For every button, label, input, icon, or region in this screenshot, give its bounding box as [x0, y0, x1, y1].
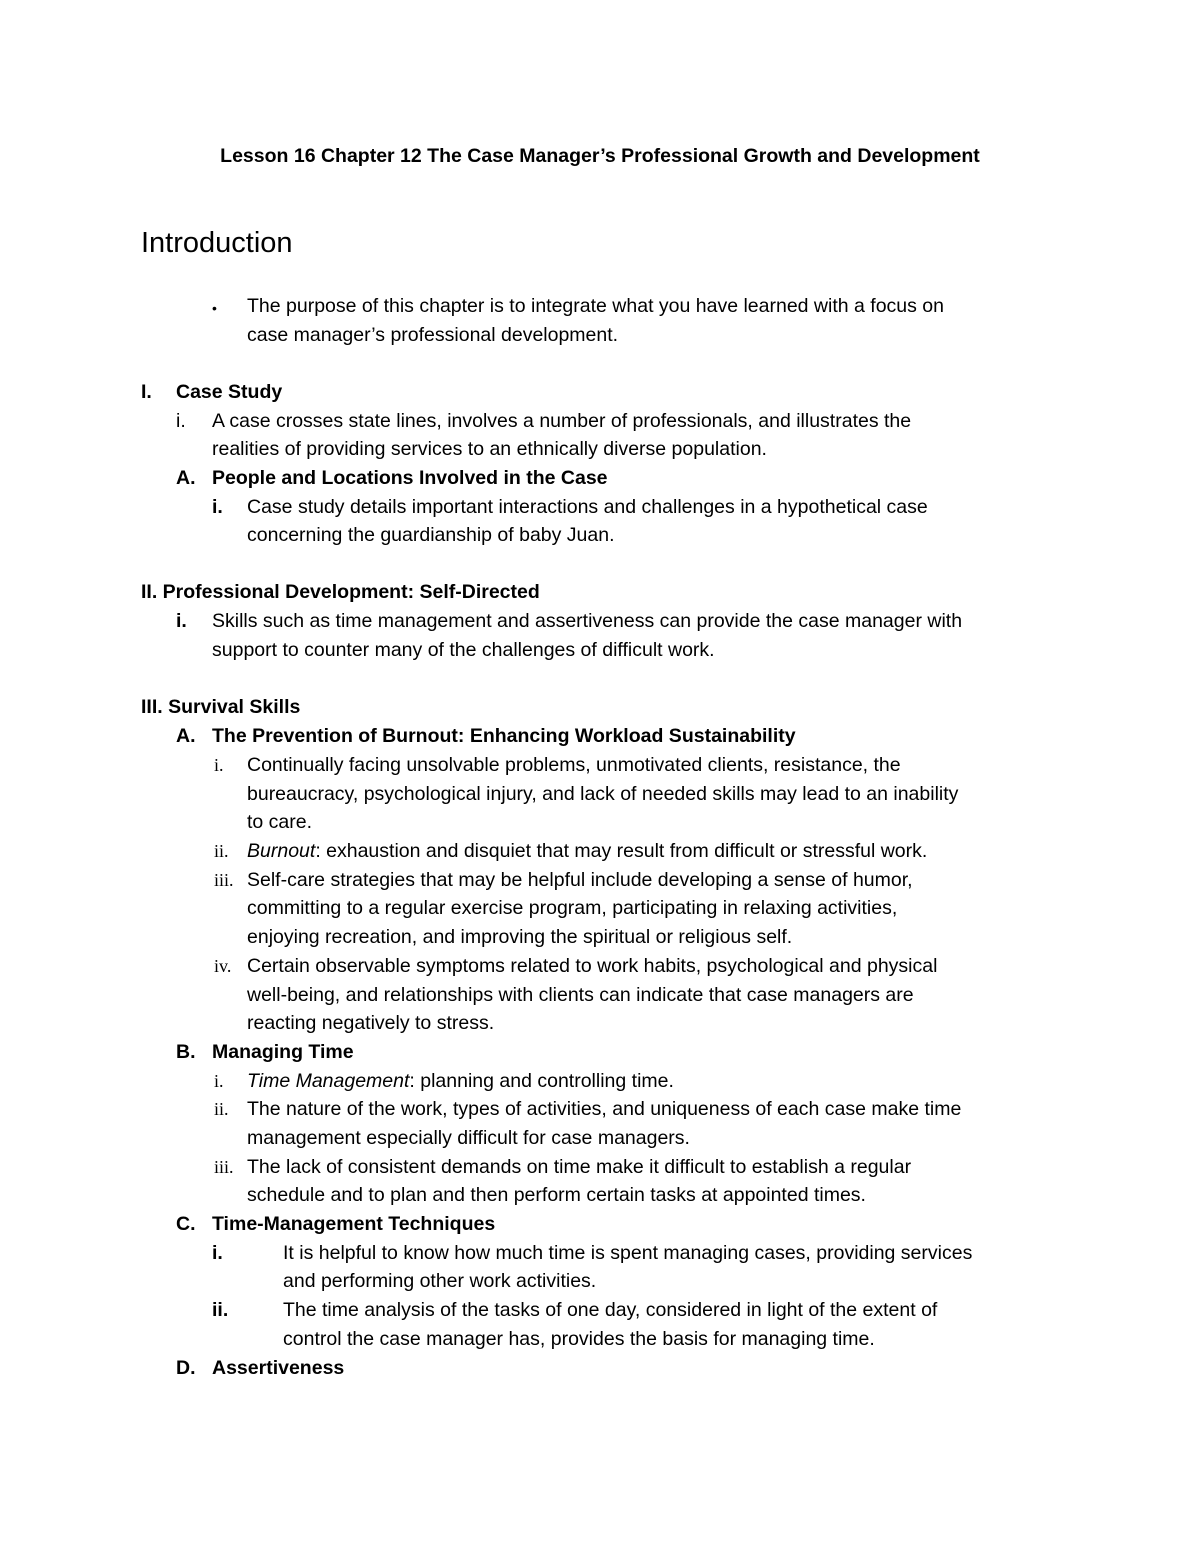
section-3c-item-2-number: ii. [212, 1299, 229, 1321]
section-1a-title: People and Locations Involved in the Case [212, 467, 608, 489]
section-3a-item-4-line-1: Certain observable symptoms related to work habits, psychological and physical [247, 955, 938, 977]
bullet-icon: • [212, 300, 217, 316]
section-3d-title: Assertiveness [212, 1357, 345, 1379]
section-3d-letter: D. [176, 1357, 196, 1379]
section-3a-letter: A. [176, 725, 196, 747]
section-3a-item-2-number: ii. [214, 841, 229, 861]
section-1-title: Case Study [176, 381, 283, 403]
introduction-heading: Introduction [141, 227, 293, 259]
section-3c-title: Time-Management Techniques [212, 1213, 496, 1235]
section-3c-item-2-line-1: The time analysis of the tasks of one day, considered in light of the extent of [283, 1299, 938, 1321]
section-1a-item-line-1: Case study details important interactions and challenges in a hypothetical case [247, 496, 928, 518]
section-3a-item-3-line-3: enjoying recreation, and improving the spiritual or religious self. [247, 926, 793, 948]
section-1-item-line-2: realities of providing services to an ethnically diverse population. [212, 438, 767, 460]
section-3a-item-1-number: i. [214, 755, 224, 775]
time-management-definition: : planning and controlling time. [409, 1070, 674, 1092]
section-3b-item-2-number: ii. [214, 1099, 229, 1119]
section-1a-item-number: i. [212, 496, 223, 518]
section-3b-item-1-line [247, 1067, 674, 1096]
section-1a-item-line-2: concerning the guardianship of baby Juan. [247, 524, 615, 546]
section-3b-item-3-number: iii. [214, 1157, 234, 1177]
section-3b-item-1-number: i. [214, 1071, 224, 1091]
section-3a-item-1-line-2: bureaucracy, psychological injury, and lack of needed skills may lead to an inability [247, 783, 959, 805]
section-3a-title: The Prevention of Burnout: Enhancing Workload Sustainability [212, 725, 796, 747]
section-3a-item-1-line-3: to care. [247, 811, 313, 833]
section-1a-letter: A. [176, 467, 196, 489]
section-3c-item-1-line-2: and performing other work activities. [283, 1270, 597, 1292]
section-3a-item-4-line-3: reacting negatively to stress. [247, 1012, 495, 1034]
section-3a-item-3-line-1: Self-care strategies that may be helpful include developing a sense of humor, [247, 869, 913, 891]
time-management-term: Time Management [247, 1070, 410, 1092]
section-3a-item-3-line-2: committing to a regular exercise program, participating in relaxing activities, [247, 897, 898, 919]
section-3a-item-4-line-2: well-being, and relationships with clients can indicate that case managers are [247, 984, 914, 1006]
section-3b-item-2-line-1: The nature of the work, types of activities, and uniqueness of each case make time [247, 1098, 962, 1120]
intro-line-2: case manager’s professional development. [247, 324, 619, 346]
section-2-item-number: i. [176, 610, 187, 632]
burnout-term: Burnout [247, 840, 316, 862]
section-3a-item-1-line-1: Continually facing unsolvable problems, unmotivated clients, resistance, the [247, 754, 901, 776]
section-3b-item-3-line-2: schedule and to plan and then perform certain tasks at appointed times. [247, 1184, 866, 1206]
section-3b-letter: B. [176, 1041, 196, 1063]
section-1-number: I. [141, 381, 152, 403]
section-2-item-line-1: Skills such as time management and assertiveness can provide the case manager with [212, 610, 963, 632]
section-3b-title: Managing Time [212, 1041, 354, 1063]
section-3a-item-4-number: iv. [214, 956, 232, 976]
section-3b-item-2-line-2: management especially difficult for case managers. [247, 1127, 690, 1149]
section-3c-letter: C. [176, 1213, 196, 1235]
section-3c-item-1-line-1: It is helpful to know how much time is spent managing cases, providing services [283, 1242, 973, 1264]
section-3c-item-2-line-2: control the case manager has, provides the basis for managing time. [283, 1328, 875, 1350]
section-3a-item-3-number: iii. [214, 870, 234, 890]
section-1-item-line-1: A case crosses state lines, involves a number of professionals, and illustrates the [212, 410, 912, 432]
section-3a-item-2-line [247, 837, 927, 866]
burnout-definition: : exhaustion and disquiet that may result from difficult or stressful work. [315, 840, 928, 862]
intro-line-1: The purpose of this chapter is to integrate what you have learned with a focus on [247, 295, 945, 317]
section-3-title: III. Survival Skills [141, 696, 301, 718]
section-2-item-line-2: support to counter many of the challenges of difficult work. [212, 639, 715, 661]
section-1-item-number: i. [176, 410, 186, 432]
section-3c-item-1-number: i. [212, 1242, 223, 1264]
section-3b-item-3-line-1: The lack of consistent demands on time make it difficult to establish a regular [247, 1156, 912, 1178]
section-2-title: II. Professional Development: Self-Directed [141, 581, 540, 603]
document-title: Lesson 16 Chapter 12 The Case Manager’s Professional Growth and Development [220, 145, 980, 167]
